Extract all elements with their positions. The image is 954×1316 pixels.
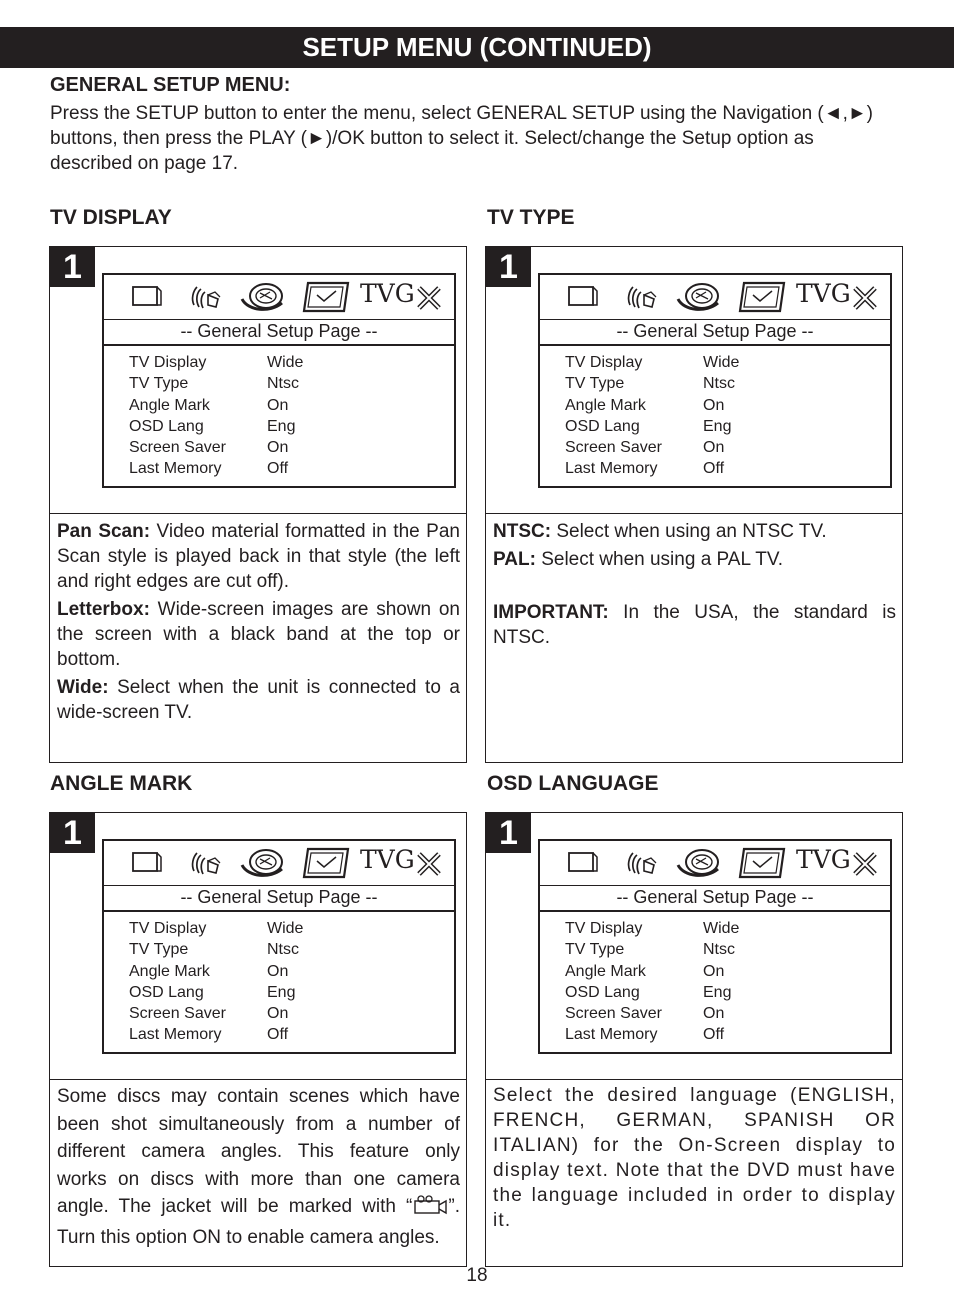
- setup-option-value: Wide: [703, 920, 740, 937]
- setup-option-label: Last Memory: [129, 460, 222, 478]
- setup-option-label: Screen Saver: [565, 1005, 662, 1023]
- audio-speaker-icon: [624, 847, 660, 879]
- step-number: 1: [50, 247, 95, 287]
- setup-option-label: OSD Lang: [565, 983, 640, 1001]
- general-setup-page-title: -- General Setup Page --: [540, 885, 890, 912]
- setup-option-row: [565, 352, 885, 373]
- angle-mark-title: ANGLE MARK: [50, 772, 193, 795]
- video-settings-icon: [302, 281, 350, 313]
- setup-option-row: [129, 918, 449, 939]
- setup-options-list: [565, 352, 885, 480]
- setup-option-value: On: [703, 396, 725, 414]
- tv-screen-icon: [566, 281, 600, 311]
- setup-options-list: [565, 918, 885, 1046]
- important-text: In the USA, the standard is NTSC.: [493, 602, 896, 648]
- audio-speaker-icon: [624, 281, 660, 313]
- setup-icon-bar: [104, 841, 454, 886]
- setup-option-row: [129, 395, 449, 416]
- tvg-rating-label: TVG: [796, 279, 851, 308]
- pan-scan-text: Video material formatted in the Pan Scan style is played back in that style (the left and right edges are cut off).: [57, 521, 460, 592]
- setup-option-row: [129, 939, 449, 960]
- page-number: 18: [466, 1265, 488, 1286]
- setup-option-label: Angle Mark: [565, 962, 646, 980]
- setup-option-label: TV Type: [129, 375, 189, 393]
- setup-option-label: Angle Mark: [565, 396, 646, 414]
- step-number: 1: [486, 247, 531, 287]
- general-setup-intro: Press the SETUP button to enter the menu, select GENERAL SETUP using the Navigation (◄,►) buttons, then press the PLAY (►)/OK button to select it. Select/change the Setup option as described on page 17.: [50, 103, 873, 174]
- general-setup-page-title: -- General Setup Page --: [104, 885, 454, 912]
- setup-option-value: On: [703, 439, 725, 457]
- tvg-rating-label: TVG: [796, 845, 851, 874]
- setup-option-label: TV Type: [565, 941, 625, 959]
- setup-option-row: [129, 437, 449, 458]
- angle-mark-illustration: [50, 813, 466, 1080]
- tv-type-title: TV TYPE: [487, 206, 575, 229]
- setup-options-list: [129, 352, 449, 480]
- setup-option-label: TV Type: [565, 375, 625, 393]
- wide-text: Select when the unit is connected to a wide-screen TV.: [57, 677, 460, 723]
- setup-option-row: [129, 1003, 449, 1024]
- setup-option-label: Screen Saver: [129, 439, 226, 457]
- setup-option-value: On: [267, 1005, 289, 1023]
- setup-option-value: Eng: [267, 417, 296, 435]
- audio-speaker-icon: [188, 847, 224, 879]
- dolby-disc-icon: [676, 847, 722, 879]
- setup-screen: [538, 839, 892, 1054]
- setup-option-label: Angle Mark: [129, 396, 210, 414]
- setup-option-label: OSD Lang: [565, 417, 640, 435]
- setup-option-value: On: [703, 1005, 725, 1023]
- dolby-disc-icon: [240, 847, 286, 879]
- general-setup-page-title: -- General Setup Page --: [104, 319, 454, 346]
- setup-option-label: TV Display: [565, 354, 643, 371]
- page-banner: SETUP MENU (CONTINUED): [0, 27, 954, 68]
- letterbox-text: Wide-screen images are shown on the screen with a black band at the top or bottom.: [57, 599, 460, 670]
- wide-label: Wide:: [57, 677, 109, 698]
- tv-display-panel: [49, 246, 467, 763]
- setup-option-label: TV Display: [565, 920, 643, 937]
- setup-option-label: Last Memory: [565, 460, 658, 478]
- setup-option-value: Ntsc: [703, 375, 735, 393]
- osd-language-title: OSD LANGUAGE: [487, 772, 659, 795]
- setup-option-row: [565, 918, 885, 939]
- letterbox-label: Letterbox:: [57, 599, 150, 620]
- tvg-rating-label: TVG: [360, 279, 415, 308]
- setup-option-label: OSD Lang: [129, 417, 204, 435]
- setup-option-value: Wide: [267, 920, 304, 937]
- setup-options-list: [129, 918, 449, 1046]
- tv-type-illustration: [486, 247, 902, 514]
- tv-type-description: [493, 519, 896, 653]
- setup-option-value: Off: [703, 1026, 725, 1044]
- exit-x-icon: [852, 851, 878, 877]
- tv-display-description: [57, 519, 460, 728]
- setup-option-label: TV Type: [129, 941, 189, 959]
- setup-option-row: [565, 939, 885, 960]
- setup-option-row: [565, 458, 885, 479]
- setup-option-value: Off: [267, 1026, 289, 1044]
- camera-angle-icon: [412, 1195, 448, 1224]
- setup-option-value: On: [267, 439, 289, 457]
- setup-option-value: Wide: [267, 354, 304, 371]
- video-settings-icon: [738, 847, 786, 879]
- setup-option-row: [129, 961, 449, 982]
- osd-language-description: Select the desired language (ENGLISH, FRENCH, GERMAN, SPANISH OR ITALIAN) for the On-Screen display to display text. Note that the DVD must have the language included in order to display it.: [493, 1085, 896, 1231]
- setup-option-value: Eng: [703, 417, 732, 435]
- setup-icon-bar: [540, 275, 890, 320]
- setup-option-row: [129, 416, 449, 437]
- tvg-rating-label: TVG: [360, 845, 415, 874]
- setup-option-label: Screen Saver: [565, 439, 662, 457]
- step-number: 1: [486, 813, 531, 853]
- setup-option-row: [565, 1003, 885, 1024]
- setup-icon-bar: [540, 841, 890, 886]
- setup-option-value: Eng: [267, 983, 296, 1001]
- tv-type-panel: [485, 246, 903, 763]
- pal-label: PAL:: [493, 549, 536, 570]
- setup-option-value: Ntsc: [267, 941, 299, 959]
- tv-display-illustration: [50, 247, 466, 514]
- ntsc-label: NTSC:: [493, 521, 552, 542]
- video-settings-icon: [738, 281, 786, 313]
- general-setup-heading: GENERAL SETUP MENU:: [50, 74, 291, 96]
- dolby-disc-icon: [676, 281, 722, 313]
- dolby-disc-icon: [240, 281, 286, 313]
- setup-option-row: [565, 1024, 885, 1045]
- setup-option-label: TV Display: [129, 354, 207, 371]
- setup-option-value: Eng: [703, 983, 732, 1001]
- ntsc-text: Select when using an NTSC TV.: [551, 521, 827, 542]
- angle-mark-text-before: Some discs may contain scenes which have been shot simultaneously from a number of different camera angles. This feature only works on discs with more than one camera angle. The jacket will be marked with “: [57, 1086, 460, 1217]
- osd-language-illustration: [486, 813, 902, 1080]
- important-label: IMPORTANT:: [493, 602, 609, 623]
- pal-text: Select when using a PAL TV.: [535, 549, 784, 570]
- angle-mark-description: [57, 1083, 460, 1251]
- setup-option-value: Off: [267, 460, 289, 478]
- tv-display-title: TV DISPLAY: [50, 206, 172, 229]
- setup-option-value: Ntsc: [703, 941, 735, 959]
- osd-language-panel: [485, 812, 903, 1267]
- exit-x-icon: [852, 285, 878, 311]
- setup-option-row: [129, 1024, 449, 1045]
- setup-option-row: [565, 416, 885, 437]
- setup-option-value: Wide: [703, 354, 740, 371]
- setup-option-label: Last Memory: [129, 1026, 222, 1044]
- setup-option-value: Off: [703, 460, 725, 478]
- exit-x-icon: [416, 851, 442, 877]
- general-setup-page-title: -- General Setup Page --: [540, 319, 890, 346]
- setup-screen: [102, 839, 456, 1054]
- angle-mark-text-after: ”. Turn this option ON to enable camera angles.: [57, 1196, 460, 1248]
- setup-option-row: [565, 961, 885, 982]
- tv-screen-icon: [566, 847, 600, 877]
- setup-option-label: Screen Saver: [129, 1005, 226, 1023]
- pan-scan-label: Pan Scan:: [57, 521, 151, 542]
- audio-speaker-icon: [188, 281, 224, 313]
- setup-option-row: [129, 352, 449, 373]
- exit-x-icon: [416, 285, 442, 311]
- setup-option-row: [565, 373, 885, 394]
- setup-option-value: On: [267, 962, 289, 980]
- step-number: 1: [50, 813, 95, 853]
- setup-screen: [538, 273, 892, 488]
- setup-option-label: Angle Mark: [129, 962, 210, 980]
- setup-option-row: [129, 982, 449, 1003]
- video-settings-icon: [302, 847, 350, 879]
- setup-option-value: On: [703, 962, 725, 980]
- setup-option-label: TV Display: [129, 920, 207, 937]
- setup-screen: [102, 273, 456, 488]
- setup-option-label: OSD Lang: [129, 983, 204, 1001]
- setup-option-value: On: [267, 396, 289, 414]
- setup-option-row: [565, 437, 885, 458]
- setup-option-label: Last Memory: [565, 1026, 658, 1044]
- angle-mark-panel: [49, 812, 467, 1267]
- setup-option-row: [129, 373, 449, 394]
- setup-icon-bar: [104, 275, 454, 320]
- setup-option-row: [565, 395, 885, 416]
- setup-option-row: [565, 982, 885, 1003]
- setup-option-row: [129, 458, 449, 479]
- tv-screen-icon: [130, 847, 164, 877]
- setup-option-value: Ntsc: [267, 375, 299, 393]
- tv-screen-icon: [130, 281, 164, 311]
